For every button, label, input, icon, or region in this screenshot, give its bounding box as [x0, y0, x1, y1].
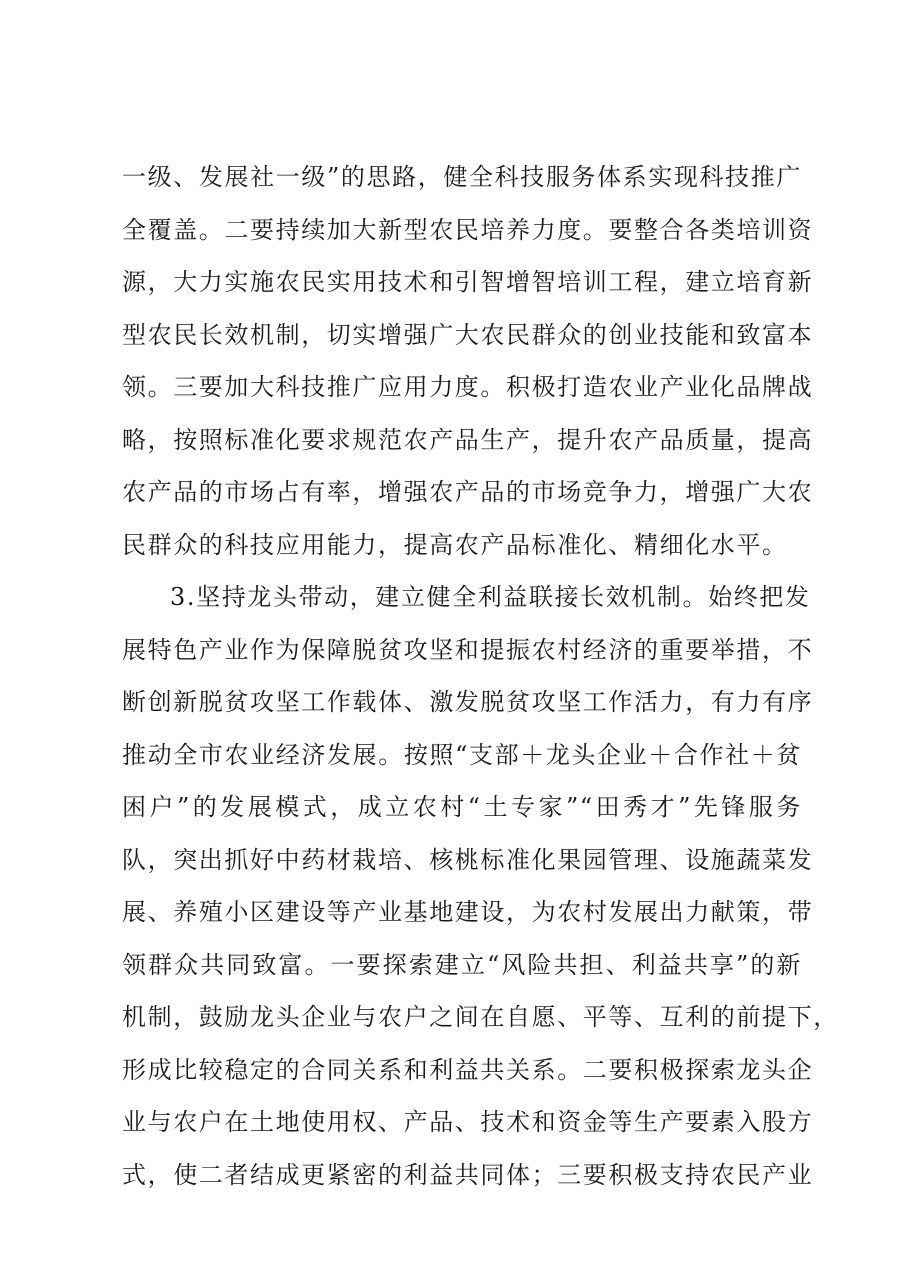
body-text: [122, 151, 839, 1201]
paragraph-line: 式，使二者结成更紧密的利益共同体；三要积极支持农民产业: [122, 1160, 814, 1189]
paragraph-line: 略，按照标准化要求规范农产品生产，提升农产品质量，提高: [122, 425, 814, 454]
paragraph-line: 展、养殖小区建设等产业基地建设，为农村发展出力献策，带: [122, 898, 814, 926]
paragraph-line: 农产品的市场占有率，增强农产品的市场竞争力，增强广大农: [122, 478, 814, 506]
paragraph-line: 全覆盖。二要持续加大新型农民培养力度。要整合各类培训资: [122, 215, 814, 244]
paragraph-line: 业与农户在土地使用权、产品、技术和资金等生产要素入股方: [122, 1108, 814, 1136]
paragraph-line: 领群众共同致富。一要探索建立“风险共担、利益共享”的新: [122, 950, 802, 979]
paragraph-line: 断创新脱贫攻坚工作载体、激发脱贫攻坚工作活力，有力有序: [122, 688, 814, 716]
paragraph-line: 困户”的发展模式，成立农村“土专家”“田秀才”先锋服务: [122, 793, 802, 821]
paragraph-line: 队，突出抓好中药材栽培、核桃标准化果园管理、设施蔬菜发: [122, 845, 814, 874]
paragraph-line: 推动全市农业经济发展。按照“支部＋龙头企业＋合作社＋贫: [122, 740, 802, 769]
paragraph-line: 机制，鼓励龙头企业与农户之间在自愿、平等、互利的前提下，: [122, 1003, 839, 1031]
paragraph-line: 一级、发展社一级”的思路，健全科技服务体系实现科技推广: [122, 163, 802, 191]
paragraph-line: 民群众的科技应用能力，提高农产品标准化、精细化水平。: [122, 530, 788, 559]
paragraph-line: 展特色产业作为保障脱贫攻坚和提振农村经济的重要举措，不: [122, 635, 814, 664]
paragraph-line: 源，大力实施农民实用技术和引智增智培训工程，建立培育新: [122, 268, 814, 296]
paragraph-line: 领。三要加大科技推广应用力度。积极打造农业产业化品牌战: [122, 373, 814, 401]
paragraph-line: 形成比较稳定的合同关系和利益共关系。二要积极探索龙头企: [122, 1055, 814, 1084]
paragraph-line: 型农民长效机制，切实增强广大农民群众的创业技能和致富本: [122, 320, 814, 349]
paragraph-first-line: 3.坚持龙头带动，建立健全利益联接长效机制。始终把发: [170, 583, 811, 611]
